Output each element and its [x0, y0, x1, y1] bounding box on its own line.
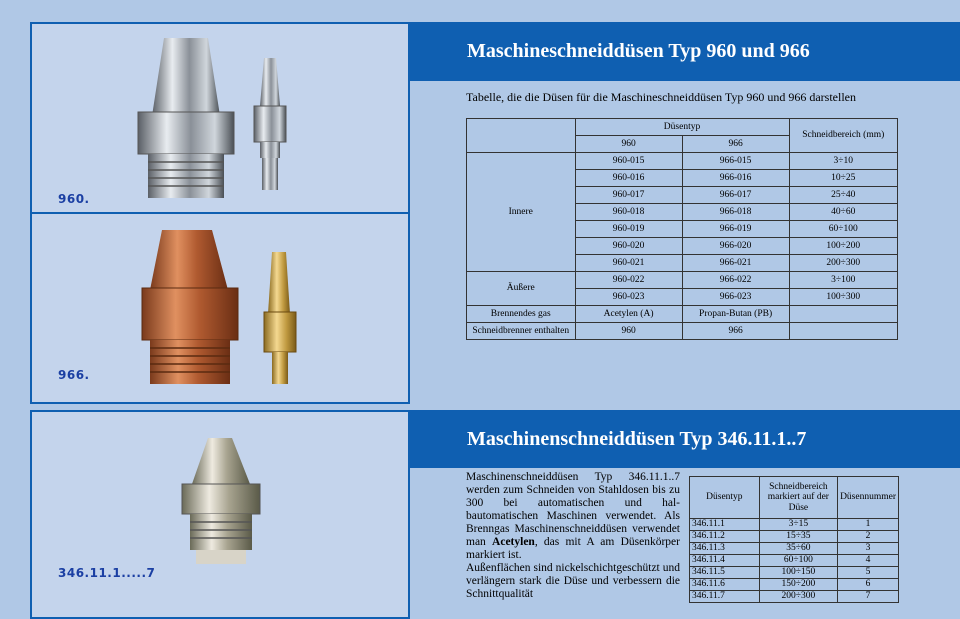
- table-row: [467, 306, 898, 323]
- desc-part3: Außenflächen sind nickelschichtgeschützt und verlängern stark die Düse und verbessern die Schnittqualität: [466, 562, 680, 600]
- group-aeussere: Äußere: [467, 272, 576, 306]
- cell: 15÷35: [759, 531, 837, 543]
- table1-caption: Tabelle, die die Düsen für die Maschineschneiddüsen Typ 960 und 966 darstellen: [466, 90, 856, 104]
- header-duesentyp: Düsentyp: [575, 119, 789, 136]
- cell: 4: [838, 555, 899, 567]
- group-innere: Innere: [467, 153, 576, 272]
- cell: 150÷200: [759, 579, 837, 591]
- cell: 966-017: [682, 187, 789, 204]
- cell: 960-015: [575, 153, 682, 170]
- section1-title-banner: [408, 22, 960, 81]
- cell: 6: [838, 579, 899, 591]
- nozzle-960-image: [32, 24, 408, 212]
- cell: 346.11.7: [690, 591, 760, 603]
- cell: 346.11.2: [690, 531, 760, 543]
- table-row: [467, 323, 898, 340]
- cell: 966-022: [682, 272, 789, 289]
- cell: 35÷60: [759, 543, 837, 555]
- cell: 960-022: [575, 272, 682, 289]
- section2-title-banner: [408, 410, 960, 468]
- cell: 346.11.3: [690, 543, 760, 555]
- burner-966: 966: [682, 323, 789, 340]
- cell: 966-018: [682, 204, 789, 221]
- desc-bold: Acetylen: [492, 536, 535, 548]
- photo-nozzle-966: [30, 212, 410, 404]
- cell: 960-021: [575, 255, 682, 272]
- cell: 960-020: [575, 238, 682, 255]
- table-row: [690, 519, 899, 531]
- section2-description: [466, 471, 680, 601]
- table-row: [690, 543, 899, 555]
- cell: 60÷100: [789, 221, 897, 238]
- cell: 966-019: [682, 221, 789, 238]
- cell: 966-023: [682, 289, 789, 306]
- cell: 960-019: [575, 221, 682, 238]
- cell: 10÷25: [789, 170, 897, 187]
- cell: 960-023: [575, 289, 682, 306]
- blank-cell: [467, 119, 576, 153]
- desc-part2: , das mit A am Düsenkörper markiert ist.: [466, 536, 680, 561]
- cell: 60÷100: [759, 555, 837, 567]
- blank-cell: [789, 306, 897, 323]
- cell: 346.11.5: [690, 567, 760, 579]
- cell: 100÷150: [759, 567, 837, 579]
- cell: 7: [838, 591, 899, 603]
- header-duesennummer: Düsennummer: [838, 477, 899, 519]
- cell: 966-015: [682, 153, 789, 170]
- cell: 5: [838, 567, 899, 579]
- header-966: 966: [682, 136, 789, 153]
- cell: 960-018: [575, 204, 682, 221]
- photo-nozzle-960: [30, 22, 410, 214]
- header-duesentyp: Düsentyp: [690, 477, 760, 519]
- cell: 966-021: [682, 255, 789, 272]
- cell: 966-020: [682, 238, 789, 255]
- photo-nozzle-346: [30, 410, 410, 619]
- nozzle-346-image: [32, 412, 408, 617]
- table-row: [467, 272, 898, 289]
- photo-label-966: 966.: [58, 368, 90, 382]
- cell: 1: [838, 519, 899, 531]
- cell: 100÷200: [789, 238, 897, 255]
- cell: 40÷60: [789, 204, 897, 221]
- burner-label: Schneidbrenner enthalten: [467, 323, 576, 340]
- blank-cell: [789, 323, 897, 340]
- cell: 100÷300: [789, 289, 897, 306]
- header-schneidbereich: Schneidbereich (mm): [789, 119, 897, 153]
- cell: 346.11.6: [690, 579, 760, 591]
- cell: 346.11.1: [690, 519, 760, 531]
- cell: 3: [838, 543, 899, 555]
- cell: 960-016: [575, 170, 682, 187]
- cell: 3÷10: [789, 153, 897, 170]
- gas-960: Acetylen (A): [575, 306, 682, 323]
- table-row: [690, 531, 899, 543]
- header-schneidbereich: Schneidbereich markiert auf der Düse: [759, 477, 837, 519]
- cell: 25÷40: [789, 187, 897, 204]
- table-row: [690, 567, 899, 579]
- burner-960: 960: [575, 323, 682, 340]
- cell: 200÷300: [759, 591, 837, 603]
- cell: 3÷100: [789, 272, 897, 289]
- table-row: [690, 555, 899, 567]
- nozzle-960-966-table: [466, 118, 898, 340]
- section1-title: Maschineschneiddüsen Typ 960 und 966: [467, 40, 810, 62]
- cell: 346.11.4: [690, 555, 760, 567]
- cell: 3÷15: [759, 519, 837, 531]
- gas-966: Propan-Butan (PB): [682, 306, 789, 323]
- gas-label: Brennendes gas: [467, 306, 576, 323]
- photo-label-346: 346.11.1.....7: [58, 566, 156, 580]
- desc-part1: Maschinenschneiddüsen Typ 346.11.1..7 werden zum Schneiden von Stahldosen bis zu 300 bei automatischen und hal-bautomatischen Maschinen verwendet. Als Brenngas Maschinenschneiddüsen verwendet man: [466, 471, 680, 548]
- header-960: 960: [575, 136, 682, 153]
- nozzle-346-table: [689, 476, 899, 603]
- section2-title: Maschinenschneiddüsen Typ 346.11.1..7: [467, 428, 807, 450]
- photo-label-960: 960.: [58, 192, 90, 206]
- cell: 200÷300: [789, 255, 897, 272]
- table-row: [690, 591, 899, 603]
- cell: 966-016: [682, 170, 789, 187]
- cell: 2: [838, 531, 899, 543]
- cell: 960-017: [575, 187, 682, 204]
- table-row: [690, 579, 899, 591]
